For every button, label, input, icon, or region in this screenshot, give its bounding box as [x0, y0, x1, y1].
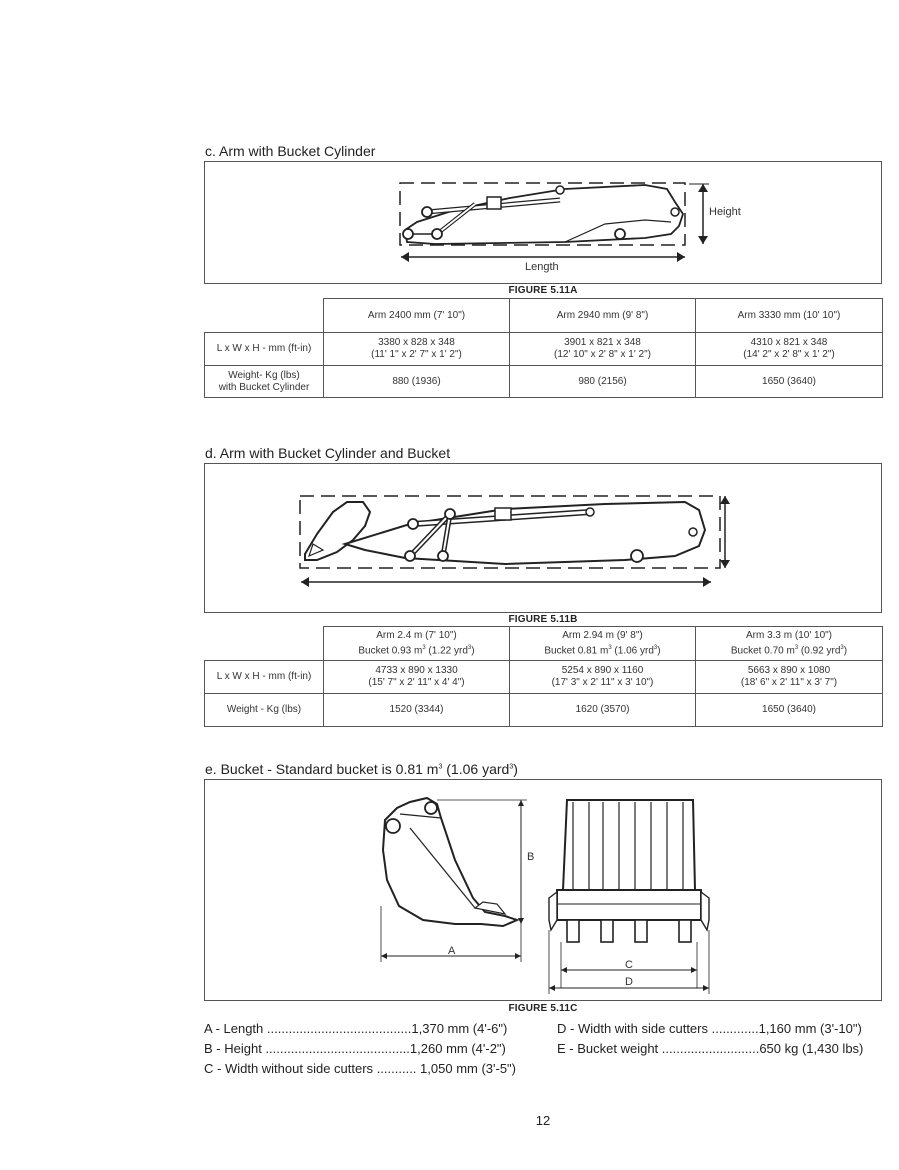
table-cell: 880 (1936) [324, 366, 510, 398]
table-header: Arm 2.4 m (7' 10") Bucket 0.93 $m^3$ (1.22 yrd$^3$) [324, 627, 510, 661]
dimension-d-line: D - Width with side cutters .............1,160 mm (3'-10") [557, 1021, 862, 1036]
dimension-b-line: B - Height ........................................1,260 mm (4'-2") [204, 1041, 506, 1056]
section-e-title: e. Bucket - Standard bucket is 0.81 $m^3$ (1.06 yard$^3$) [205, 761, 518, 777]
dimension-a-label: A [448, 945, 456, 957]
figure-5-11b-box [204, 463, 882, 613]
table-cell: 1620 (3570) [510, 694, 696, 727]
dimension-d-label: D [625, 976, 633, 988]
dimension-a-line: A - Length ........................................1,370 mm (4'-6") [204, 1021, 508, 1036]
section-c-title: c. Arm with Bucket Cylinder [205, 143, 376, 159]
table-header: Arm 2.94 m (9' 8") Bucket 0.81 $m^3$ (1.06 yrd$^3$) [510, 627, 696, 661]
table-corner [205, 299, 324, 333]
table-cell: 1650 (3640) [696, 694, 883, 727]
table-cell: 5663 x 890 x 1080 (18' 6" x 2' 11" x 3' 7") [696, 661, 883, 694]
table-header: Arm 3.3 m (10' 10") Bucket 0.70 $m^3$ (0.92 yrd$^3$) [696, 627, 883, 661]
row-label: Weight- Kg (lbs) with Bucket Cylinder [205, 366, 324, 398]
dimension-e-line: E - Bucket weight ...........................650 kg (1,430 lbs) [557, 1041, 864, 1056]
height-label: Height [709, 206, 741, 218]
figure-5-11b-caption: FIGURE 5.11B [508, 614, 578, 625]
length-label: Length [525, 261, 559, 273]
row-label: L x W x H - mm (ft-in) [205, 333, 324, 366]
row-label: L x W x H - mm (ft-in) [205, 661, 324, 694]
section-d-title: d. Arm with Bucket Cylinder and Bucket [205, 445, 451, 461]
table-header: Arm 2940 mm (9' 8") [510, 299, 696, 333]
dimension-b-label: B [527, 851, 535, 863]
figure-5-11c-caption: FIGURE 5.11C [508, 1003, 578, 1014]
table-cell: 1650 (3640) [696, 366, 883, 398]
bucket-drawing [205, 780, 881, 1000]
table-5-11a [204, 298, 883, 398]
table-cell: 980 (2156) [510, 366, 696, 398]
arm-with-bucket-drawing [205, 464, 881, 612]
table-header: Arm 2400 mm (7' 10") [324, 299, 510, 333]
arm-with-cylinder-drawing [205, 162, 881, 283]
table-cell: 3901 x 821 x 348 (12' 10" x 2' 8" x 1' 2") [510, 333, 696, 366]
row-label: Weight - Kg (lbs) [205, 694, 324, 727]
table-cell: 4733 x 890 x 1330 (15' 7" x 2' 11" x 4' 4") [324, 661, 510, 694]
dimension-c-label: C [625, 959, 633, 971]
table-5-11b [204, 626, 883, 727]
figure-5-11a-caption: FIGURE 5.11A [508, 285, 578, 296]
table-cell: 5254 x 890 x 1160 (17' 3" x 2' 11" x 3' 10") [510, 661, 696, 694]
figure-5-11c-box [204, 779, 882, 1001]
table-corner [205, 627, 324, 661]
figure-5-11a-box [204, 161, 882, 284]
table-cell: 4310 x 821 x 348 (14' 2" x 2' 8" x 1' 2") [696, 333, 883, 366]
dimension-c-line: C - Width without side cutters ........... 1,050 mm (3'-5") [204, 1061, 517, 1076]
page-number: 12 [535, 1113, 551, 1128]
table-cell: 1520 (3344) [324, 694, 510, 727]
table-cell: 3380 x 828 x 348 (11' 1" x 2' 7" x 1' 2") [324, 333, 510, 366]
table-header: Arm 3330 mm (10' 10") [696, 299, 883, 333]
